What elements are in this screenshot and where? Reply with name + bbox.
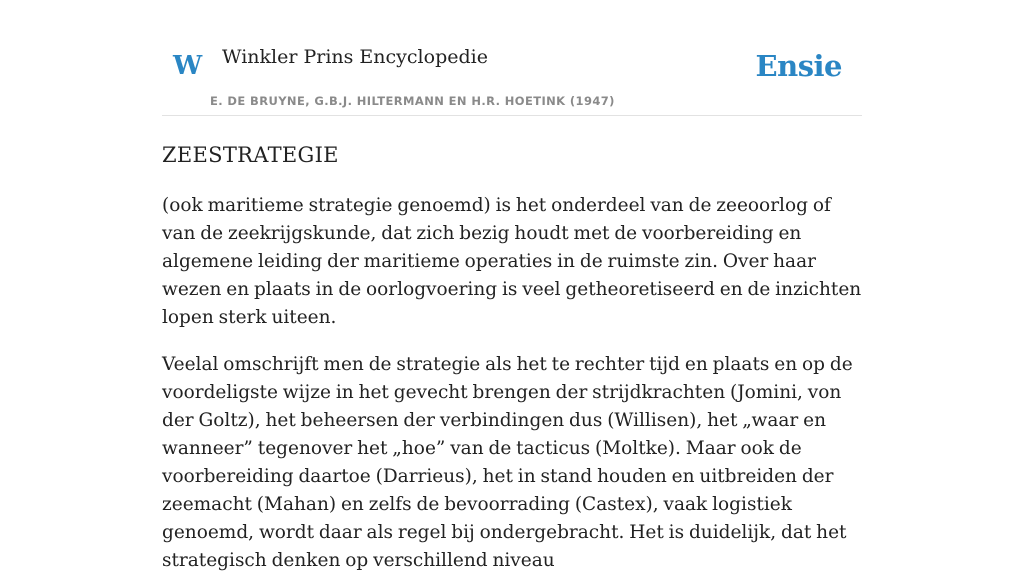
publication-authors: E. DE BRUYNE, G.B.J. HILTERMANN EN H.R. HOETINK (1947) <box>210 94 615 108</box>
article-paragraph: Veelal omschrijft men de strategie als het te rechter tijd en plaats en op de voordeligste wijze in het gevecht brengen der strijdkrachten (Jomini, von der Goltz), het beheersen der verbindingen dus (Willisen), het „waar en wanneer” tegenover het „hoe” van de tacticus (Moltke). Maar ook de voorbereiding daartoe (Darrieus), het in stand houden en uitbreiden der zeemacht (Mahan) en zelfs de bevoorrading (Castex), vaak logistiek genoemd, wordt daar als regel bij ondergebracht. Het is duidelijk, dat het strategisch denken op verschillend niveau <box>162 354 853 572</box>
publication-title[interactable]: Winkler Prins Encyclopedie <box>222 46 488 68</box>
ensie-logo[interactable]: Ensie <box>755 49 842 83</box>
winkler-prins-logo[interactable]: W <box>173 51 203 81</box>
article-headword: ZEESTRATEGIE <box>162 143 339 167</box>
encyclopedia-page <box>162 0 862 575</box>
article-paragraph: (ook maritieme strategie genoemd) is het onderdeel van de zeeoorlog of van de zeekrijgskunde, dat zich bezig houdt met de voorbereiding en algemene leiding der maritieme operaties in de ruimste zin. Over haar wezen en plaats in de oorlogvoering is veel getheoretiseerd en de inzichten lopen sterk uiteen. <box>162 195 862 329</box>
publication-header <box>162 0 862 116</box>
